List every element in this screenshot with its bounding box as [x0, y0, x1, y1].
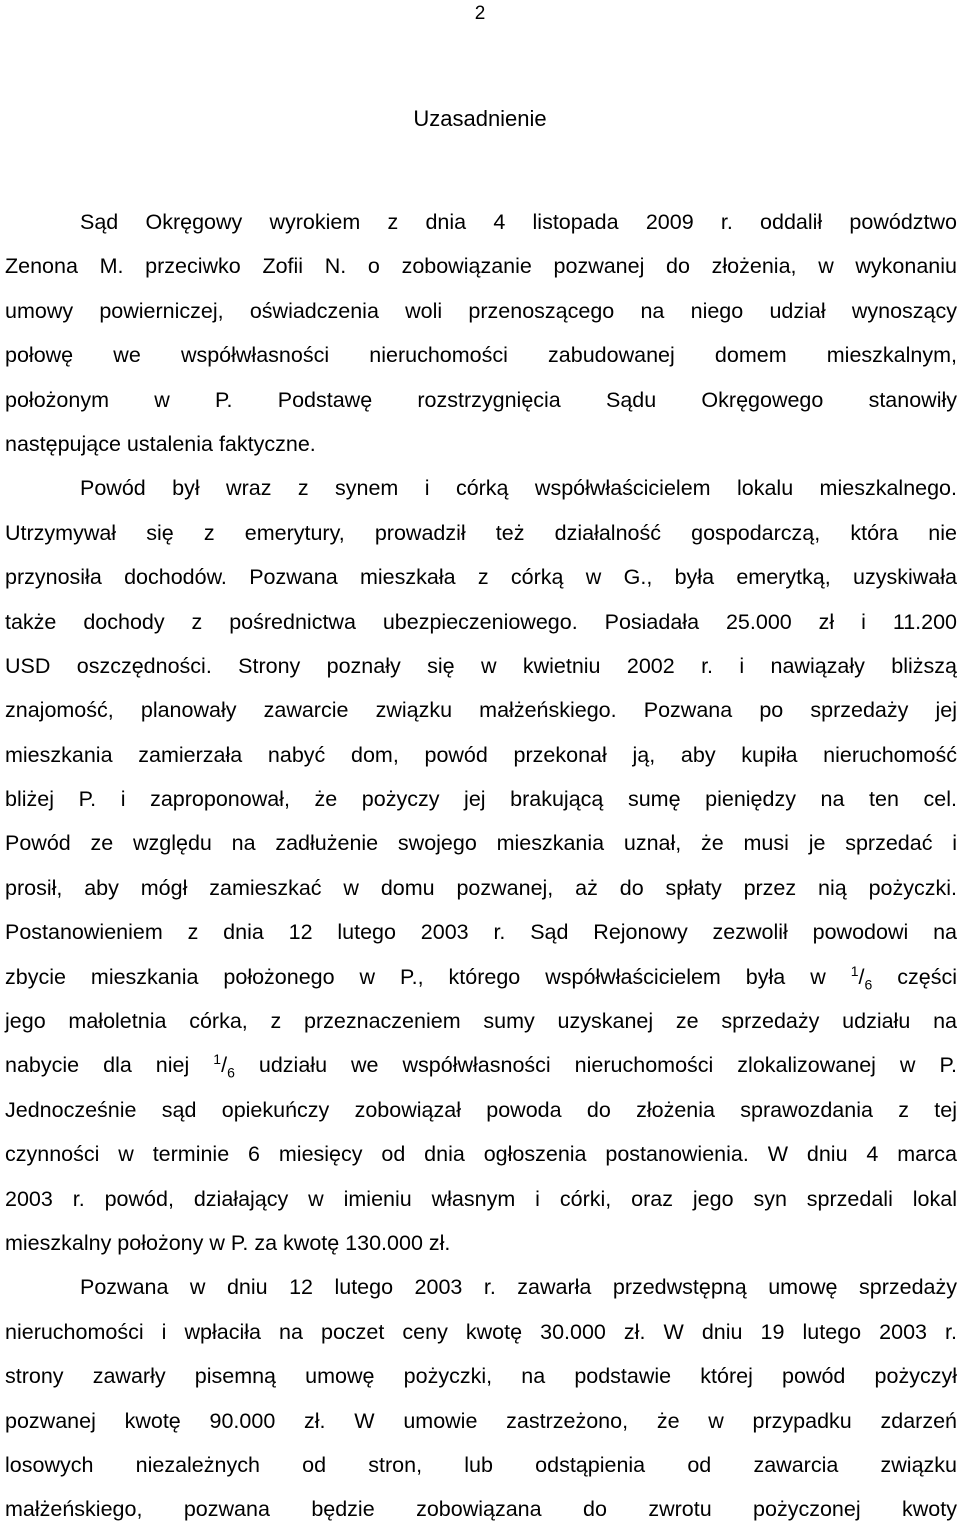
text-line: Sąd Okręgowy wyrokiem z dnia 4 listopada 2009 r. oddalił powództwo [80, 210, 957, 234]
text-line: losowych niezależnych od stron, lub odstąpienia od zawarcia związku [5, 1452, 957, 1477]
line-text: nabycie dla niej [5, 1053, 190, 1078]
fraction: $^1/_6$ [213, 1051, 235, 1081]
text-line: prosił, aby mógł zamieszkać w domu pozwanej, aż do spłaty przez nią pożyczki. [5, 875, 957, 900]
text-line: bliżej P. i zaproponował, że pożyczy jej brakującą sumę pieniędzy na ten cel. [5, 787, 957, 812]
document-title: Uzasadnienie [413, 106, 547, 131]
text-line: 2003 r. powód, działający w imieniu własnym i córki, oraz jego syn sprzedali lokal [5, 1186, 957, 1211]
text-line: USD oszczędności. Strony poznały się w kwietniu 2002 r. i nawiązały bliższą [5, 653, 957, 678]
text-line: przynosiła dochodów. Pozwana mieszkała z córką w G., była emerytką, uzyskiwała [5, 565, 957, 590]
text-line: połowę we współwłasności nieruchomości zabudowanej domem mieszkalnym, [5, 343, 957, 368]
text-line: Utrzymywał się z emerytury, prowadził też działalność gospodarczą, która nie [5, 520, 957, 545]
text-line: Zenona M. przeciwko Zofii N. o zobowiązanie pozwanej do złożenia, w wykonaniu [5, 254, 957, 279]
text-line-with-fraction [5, 1043, 957, 1087]
text-line: mieszkania zamierzała nabyć dom, powód przekonał ją, aby kupiła nieruchomość [5, 742, 957, 767]
text-line: strony zawarły pisemną umowę pożyczki, na podstawie której powód pożyczył [5, 1364, 957, 1389]
fraction-denominator: 6 [864, 975, 873, 992]
text-line: Postanowieniem z dnia 12 lutego 2003 r. Sąd Rejonowy zezwolił powodowi na [5, 920, 957, 945]
page-number: 2 [474, 3, 486, 24]
text-line: Powód był wraz z synem i córką współwłaścicielem lokalu mieszkalnego. [80, 476, 957, 501]
text-line: znajomość, planowały zawarcie związku małżeńskiego. Pozwana po sprzedaży jej [5, 698, 957, 723]
text-line: nieruchomości i wpłaciła na poczet ceny kwotę 30.000 zł. W dniu 19 lutego 2003 r. [5, 1319, 957, 1344]
line-text: udziału we współwłasności nieruchomości zlokalizowanej w P. [258, 1053, 957, 1078]
fraction-numerator: 1 [850, 962, 859, 979]
text-line: także dochody z pośrednictwa ubezpieczeniowego. Posiadała 25.000 zł i 11.200 [5, 609, 957, 634]
text-line: Pozwana w dniu 12 lutego 2003 r. zawarła przedwstępną umowę sprzedaży [80, 1275, 957, 1300]
text-line: czynności w terminie 6 miesięcy od dnia ogłoszenia postanowienia. W dniu 4 marca [5, 1142, 957, 1167]
text-line: pozwanej kwotę 90.000 zł. W umowie zastrzeżono, że w przypadku zdarzeń [5, 1408, 957, 1433]
fraction-numerator: 1 [213, 1051, 222, 1068]
text-line: małżeńskiego, pozwana będzie zobowiązana do zwrotu pożyczonej kwoty [5, 1497, 957, 1522]
text-line: położonym w P. Podstawę rozstrzygnięcia Sądu Okręgowego stanowiły [5, 387, 957, 412]
fraction-denominator: 6 [227, 1064, 235, 1081]
text-line: umowy powierniczej, oświadczenia woli przenoszącego na niego udział wynoszący [5, 298, 957, 323]
text-line: jego małoletnia córka, z przeznaczeniem sumy uzyskanej ze sprzedaży udziału na [5, 1009, 957, 1034]
text-line-with-fraction [5, 955, 957, 999]
text-line: Jednocześnie sąd opiekuńczy zobowiązał powoda do złożenia sprawozdania z tej [5, 1097, 957, 1122]
line-text: zbycie mieszkania położonego w P., którego współwłaścicielem była w [5, 964, 826, 989]
text-line: następujące ustalenia faktyczne. [5, 431, 316, 456]
fraction: $^1/_6$ [850, 962, 873, 992]
line-text: części [897, 964, 957, 989]
document-body [5, 200, 957, 1532]
text-line: mieszkalny położony w P. za kwotę 130.000 zł. [5, 1230, 451, 1255]
text-line: Powód ze względu na zadłużenie swojego mieszkania uznał, że musi je sprzedać i [5, 831, 957, 856]
